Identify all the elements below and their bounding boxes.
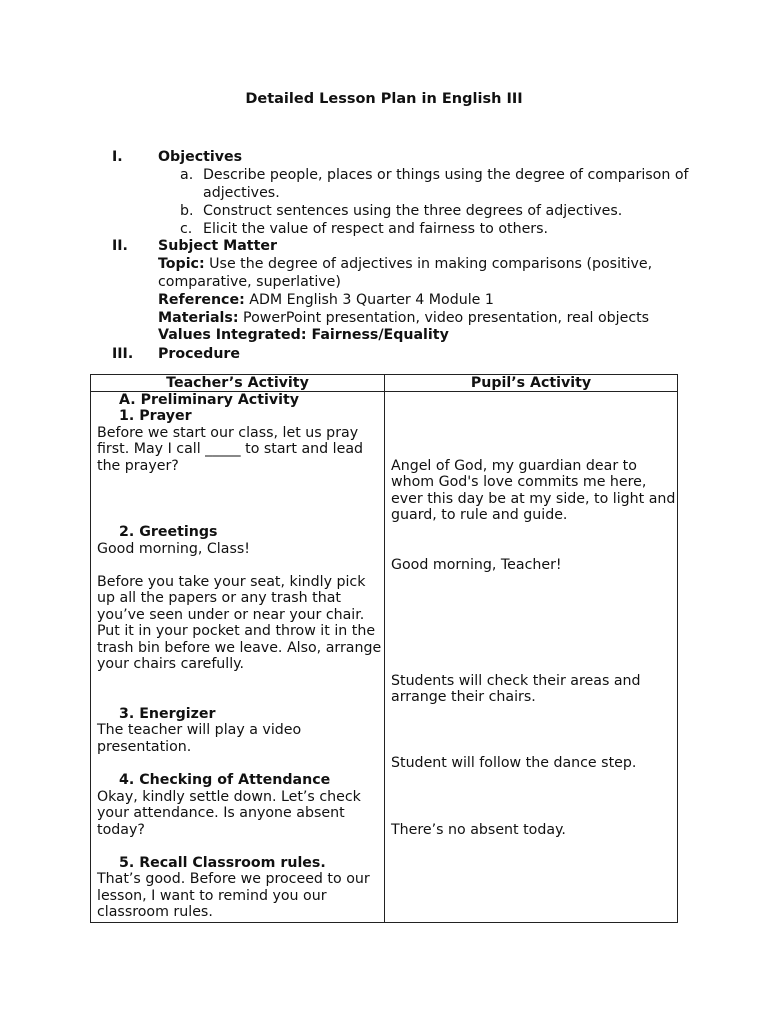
prayer-line-1: Before we start our class, let us pray bbox=[97, 425, 359, 441]
attendance-line-3: today? bbox=[97, 822, 145, 838]
section-heading-procedure: Procedure bbox=[158, 346, 241, 362]
trash-line-1: Before you take your seat, kindly pick bbox=[97, 574, 366, 590]
pupil-chairs-line-1: Students will check their areas and bbox=[391, 673, 641, 689]
topic-text-2: comparative, superlative) bbox=[158, 274, 341, 290]
energizer-heading: 3. Energizer bbox=[119, 706, 216, 722]
topic-label: Topic: bbox=[158, 256, 205, 272]
prayer-heading: 1. Prayer bbox=[119, 408, 192, 424]
pupil-prayer-line-1: Angel of God, my guardian dear to bbox=[391, 458, 637, 474]
greetings-line: Good morning, Class! bbox=[97, 541, 250, 557]
values-label: Values Integrated: bbox=[158, 327, 307, 343]
header-pupil-activity: Pupil’s Activity bbox=[385, 375, 678, 392]
objective-a-line-2: adjectives. bbox=[203, 185, 280, 201]
trash-line-4: Put it in your pocket and throw it in the bbox=[97, 623, 376, 639]
header-teacher-activity: Teacher’s Activity bbox=[91, 375, 385, 392]
trash-line-3: you’ve seen under or near your chair. bbox=[97, 607, 365, 623]
values-text: Fairness/Equality bbox=[311, 327, 449, 343]
trash-line-6: your chairs carefully. bbox=[97, 656, 245, 672]
pupil-cell bbox=[385, 392, 678, 923]
trash-line-5: trash bin before we leave. Also, arrange bbox=[97, 640, 382, 656]
prayer-line-3: the prayer? bbox=[97, 458, 179, 474]
pupil-prayer-line-3: ever this day be at my side, to light and bbox=[391, 491, 676, 507]
document-title: Detailed Lesson Plan in English III bbox=[245, 91, 523, 107]
objective-b-text: Construct sentences using the three degrees of adjectives. bbox=[203, 203, 623, 219]
pupil-absent: There’s no absent today. bbox=[391, 822, 566, 838]
prayer-line-2: first. May I call _____ to start and lead bbox=[97, 441, 364, 457]
reference-label: Reference: bbox=[158, 292, 245, 308]
rules-heading: 5. Recall Classroom rules. bbox=[119, 855, 326, 871]
topic-line-1 bbox=[158, 256, 652, 272]
trash-line-2: up all the papers or any trash that bbox=[97, 590, 341, 606]
materials-text: PowerPoint presentation, video presentation, real objects bbox=[243, 310, 650, 326]
objective-c-text: Elicit the value of respect and fairness to others. bbox=[203, 221, 549, 237]
teacher-cell bbox=[91, 392, 385, 923]
preliminary-heading: A. Preliminary Activity bbox=[119, 392, 299, 408]
section-numeral-subject-matter: II. bbox=[112, 238, 128, 254]
section-numeral-objectives: I. bbox=[112, 149, 123, 165]
objective-letter-c: c. bbox=[180, 221, 193, 237]
rules-line-1: That’s good. Before we proceed to our bbox=[97, 871, 370, 887]
pupil-dance: Student will follow the dance step. bbox=[391, 755, 637, 771]
pupil-greeting: Good morning, Teacher! bbox=[391, 557, 562, 573]
attendance-heading: 4. Checking of Attendance bbox=[119, 772, 331, 788]
greetings-heading: 2. Greetings bbox=[119, 524, 218, 540]
energizer-line-2: presentation. bbox=[97, 739, 192, 755]
pupil-prayer-line-2: whom God's love commits me here, bbox=[391, 474, 647, 490]
activity-table bbox=[90, 374, 678, 923]
objective-letter-a: a. bbox=[180, 167, 194, 183]
reference-text: ADM English 3 Quarter 4 Module 1 bbox=[249, 292, 494, 308]
values-line bbox=[158, 327, 449, 343]
materials-line bbox=[158, 310, 649, 326]
section-numeral-procedure: III. bbox=[112, 346, 134, 362]
attendance-line-1: Okay, kindly settle down. Let’s check bbox=[97, 789, 361, 805]
reference-line bbox=[158, 292, 494, 308]
energizer-line-1: The teacher will play a video bbox=[97, 722, 302, 738]
section-heading-objectives: Objectives bbox=[158, 149, 243, 165]
pupil-chairs-line-2: arrange their chairs. bbox=[391, 689, 536, 705]
rules-line-2: lesson, I want to remind you our bbox=[97, 888, 327, 904]
rules-line-3: classroom rules. bbox=[97, 904, 213, 920]
table-row bbox=[91, 392, 678, 923]
section-heading-subject-matter: Subject Matter bbox=[158, 238, 277, 254]
table-header-row bbox=[91, 375, 678, 392]
topic-text-1: Use the degree of adjectives in making comparisons (positive, bbox=[209, 256, 653, 272]
materials-label: Materials: bbox=[158, 310, 239, 326]
pupil-prayer-line-4: guard, to rule and guide. bbox=[391, 507, 568, 523]
objective-letter-b: b. bbox=[180, 203, 194, 219]
objective-a-line-1: Describe people, places or things using the degree of comparison of bbox=[203, 167, 689, 183]
attendance-line-2: your attendance. Is anyone absent bbox=[97, 805, 345, 821]
